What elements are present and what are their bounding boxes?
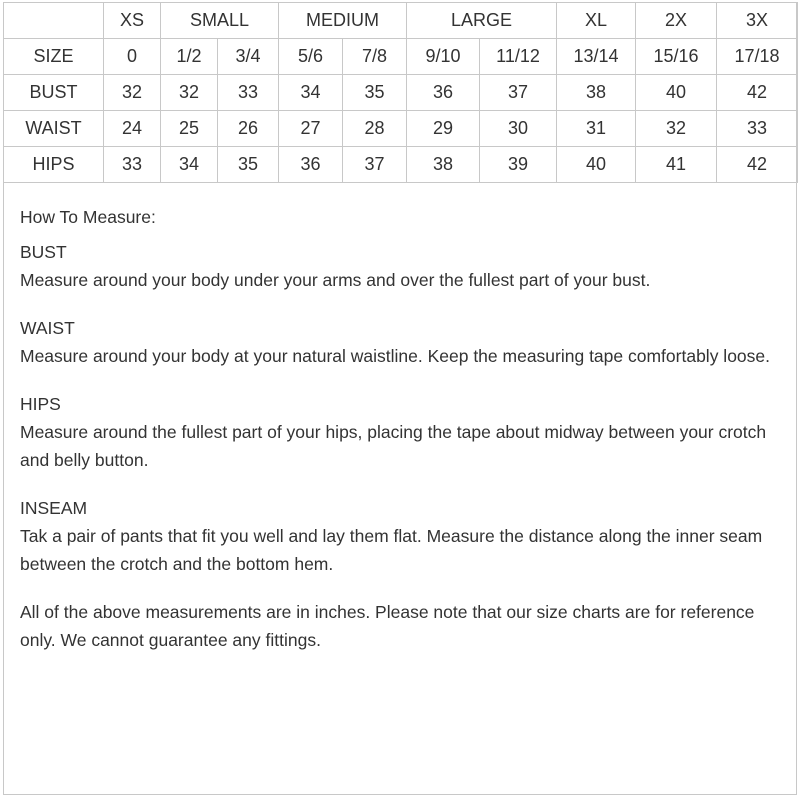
table-cell: 39 — [480, 147, 557, 183]
table-cell: 26 — [218, 111, 279, 147]
table-cell: 5/6 — [279, 39, 343, 75]
table-cell: 11/12 — [480, 39, 557, 75]
header-size-small: SMALL — [161, 3, 279, 39]
table-row-bust — [4, 75, 798, 111]
table-cell: 32 — [636, 111, 717, 147]
row-label-bust: BUST — [4, 75, 104, 111]
guide-section-inseam — [20, 494, 790, 578]
row-label-size: SIZE — [4, 39, 104, 75]
guide-heading: How To Measure: — [20, 207, 156, 227]
table-cell: 37 — [343, 147, 407, 183]
section-title: BUST — [20, 242, 67, 262]
table-cell: 29 — [407, 111, 480, 147]
header-size-3x: 3X — [717, 3, 798, 39]
row-label-waist: WAIST — [4, 111, 104, 147]
table-cell: 28 — [343, 111, 407, 147]
table-row-hips — [4, 147, 798, 183]
table-cell: 33 — [218, 75, 279, 111]
table-cell: 40 — [557, 147, 636, 183]
table-cell: 25 — [161, 111, 218, 147]
table-cell: 37 — [480, 75, 557, 111]
size-chart-table — [3, 2, 798, 183]
table-cell: 36 — [279, 147, 343, 183]
table-cell: 31 — [557, 111, 636, 147]
table-cell: 9/10 — [407, 39, 480, 75]
guide-section-hips — [20, 390, 790, 474]
section-text: Tak a pair of pants that fit you well and lay them flat. Measure the distance along the inner seam between the crotch and the bottom hem. — [20, 526, 763, 574]
measurement-note: All of the above measurements are in inches. Please note that our size charts are for reference only. We cannot guarantee any fittings. — [20, 602, 755, 650]
table-cell: 3/4 — [218, 39, 279, 75]
header-size-medium: MEDIUM — [279, 3, 407, 39]
table-cell: 15/16 — [636, 39, 717, 75]
table-cell: 36 — [407, 75, 480, 111]
header-corner-cell — [4, 3, 104, 39]
table-cell: 33 — [717, 111, 798, 147]
table-cell: 41 — [636, 147, 717, 183]
table-cell: 17/18 — [717, 39, 798, 75]
table-row-size — [4, 39, 798, 75]
header-size-large: LARGE — [407, 3, 557, 39]
section-text: Measure around the fullest part of your hips, placing the tape about midway between your crotch and belly button. — [20, 422, 767, 470]
table-cell: 42 — [717, 147, 798, 183]
table-cell: 38 — [407, 147, 480, 183]
section-text: Measure around your body at your natural waistline. Keep the measuring tape comfortably loose. — [20, 346, 771, 366]
table-cell: 35 — [343, 75, 407, 111]
section-title: WAIST — [20, 318, 75, 338]
table-cell: 24 — [104, 111, 161, 147]
measuring-guide — [20, 203, 790, 654]
table-cell: 30 — [480, 111, 557, 147]
table-cell: 32 — [104, 75, 161, 111]
table-cell: 7/8 — [343, 39, 407, 75]
table-cell: 13/14 — [557, 39, 636, 75]
table-cell: 38 — [557, 75, 636, 111]
table-row-waist — [4, 111, 798, 147]
table-cell: 42 — [717, 75, 798, 111]
table-cell: 34 — [161, 147, 218, 183]
guide-section-bust — [20, 238, 790, 294]
table-cell: 1/2 — [161, 39, 218, 75]
section-text: Measure around your body under your arms and over the fullest part of your bust. — [20, 270, 651, 290]
guide-section-waist — [20, 314, 790, 370]
header-size-2x: 2X — [636, 3, 717, 39]
row-label-hips: HIPS — [4, 147, 104, 183]
table-cell: 35 — [218, 147, 279, 183]
header-size-xl: XL — [557, 3, 636, 39]
table-cell: 33 — [104, 147, 161, 183]
table-cell: 27 — [279, 111, 343, 147]
table-cell: 32 — [161, 75, 218, 111]
header-size-xs: XS — [104, 3, 161, 39]
table-cell: 0 — [104, 39, 161, 75]
section-title: INSEAM — [20, 498, 88, 518]
table-cell: 34 — [279, 75, 343, 111]
section-title: HIPS — [20, 394, 61, 414]
size-header-row — [4, 3, 798, 39]
table-cell: 40 — [636, 75, 717, 111]
